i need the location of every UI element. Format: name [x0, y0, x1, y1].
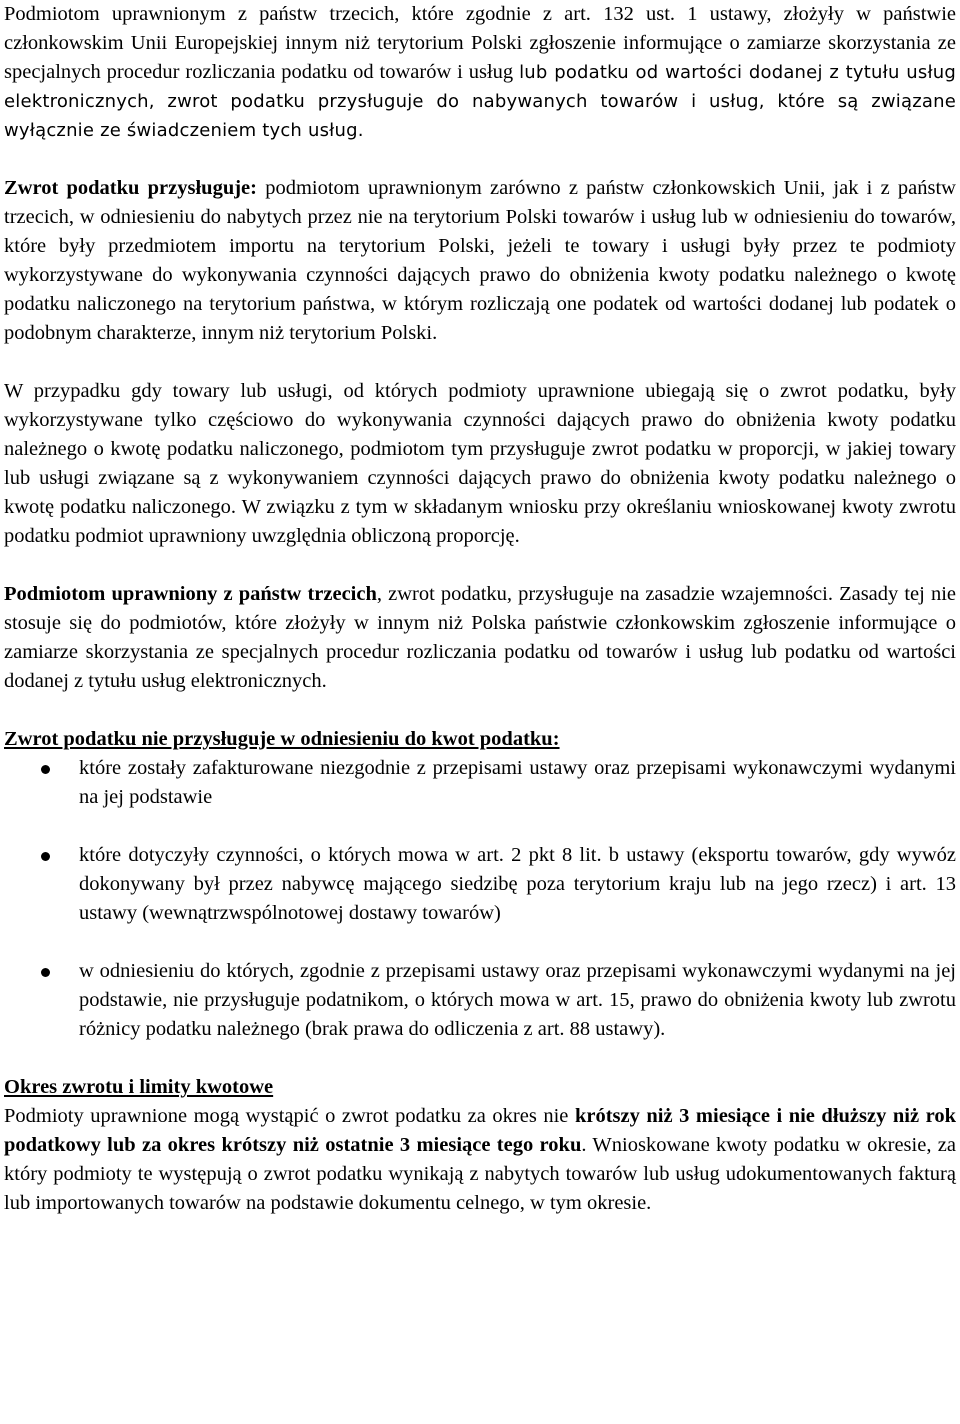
bold-lead-refund-entitled: Zwrot podatku przysługuje: — [4, 177, 257, 199]
list-item-text: które dotyczyły czynności, o których mowa w art. 2 pkt 8 lit. b ustawy (eksportu towarów, gdy wywóz dokonywany był przez nabywcę mającego siedzibę poza terytorium kraju lub na jego rzecz) i art. 13 ustawy (wewnątrzwspólnotowej dostawy towarów) — [79, 844, 956, 924]
bullet-icon — [41, 968, 50, 977]
heading-period-and-limits: Okres zwrotu i limity kwotowe — [4, 1076, 274, 1098]
paragraph-text-part-2: . Wnioskowane kwoty podatku w okresie, za który podmioty te występują o zwrot podatku wynikają z nabytych towarów lub usług udokumentowanych fakturą lub importowanych towarów na podstawie dokumentu celnego, w tym okresie. — [4, 1134, 956, 1214]
paragraph-refund-entitled — [4, 174, 956, 348]
list-item — [4, 754, 956, 812]
paragraph-third-country-entities — [4, 0, 956, 145]
paragraph-text-part-1: Podmiotom uprawnionym z państw trzecich, które zgodnie z art. 132 ust. 1 ustawy, złożyły w państwie członkowskim Unii Europejskiej innym niż terytorium Polski zgłoszenie informujące o zamiarze skorzystania ze specjalnych procedur rozliczania podatku od towarów i usług — [4, 3, 956, 83]
list-item — [4, 957, 956, 1044]
bold-period-rule: krótszy niż 3 miesiące i nie dłuższy niż rok podatkowy lub za okres krótszy niż ostatnie 3 miesiące tego roku — [4, 1105, 957, 1156]
paragraph-text: , zwrot podatku, przysługuje na zasadzie wzajemności. Zasady tej nie stosuje się do podmiotów, które złożyły w innym niż Polska państwie członkowskim zgłoszenie informujące o zamiarze skorzystania ze specjalnych procedur rozliczania podatku od towarów i usług lub podatku od wartości dodanej z tytułu usług elektronicznych. — [4, 583, 956, 692]
bold-lead-third-countries: Podmiotom uprawniony z państw trzecich — [4, 583, 377, 605]
paragraph-reciprocity — [4, 580, 956, 696]
list-item-text: w odniesieniu do których, zgodnie z przepisami ustawy oraz przepisami wykonawczymi wydanymi na jej podstawie, nie przysługuje podatnikom, o których mowa w art. 15, prawo do obniżenia kwoty lub zwrotu różnicy podatku należnego (brak prawa do odliczenia z art. 88 ustawy). — [79, 960, 956, 1040]
heading-refund-not-entitled: Zwrot podatku nie przysługuje w odniesieniu do kwot podatku: — [4, 728, 560, 750]
paragraph-text: podmiotom uprawnionym zarówno z państw członkowskich Unii, jak i z państw trzecich, w odniesieniu do nabytych przez nie na terytorium Polski towarów i usług lub w odniesieniu do towarów, które były przedmiotem importu na terytorium Polski, jeżeli te towary i usługi były przez te podmioty wykorzystywane do wykonywania czynności dających prawo do obniżenia kwoty podatku należnego o kwotę podatku naliczonego na terytorium państwa, w którym rozliczają one podatek od wartości dodanej lub podatek o podobnym charakterze, innym niż terytorium Polski. — [4, 177, 956, 344]
paragraph-text-part-1: Podmioty uprawnione mogą wystąpić o zwrot podatku za okres nie — [4, 1105, 575, 1127]
paragraph-text: W przypadku gdy towary lub usługi, od których podmioty uprawnione ubiegają się o zwrot podatku, były wykorzystywane tylko częściowo do wykonywania czynności dających prawo do obniżenia kwoty podatku należnego o kwotę podatku naliczonego, podmiotom tym przysługuje zwrot podatku w proporcji, w jakiej towary lub usługi związane są z wykonywaniem czynności dających prawo do obniżenia kwoty podatku należnego o kwotę podatku naliczonego. W związku z tym w składanym wniosku przy określaniu wnioskowanej kwoty zwrotu podatku podmiot uprawniony uwzględnia obliczoną proporcję. — [4, 380, 956, 547]
list-item-text: które zostały zafakturowane niezgodnie z przepisami ustawy oraz przepisami wykonawczymi wydanymi na jej podstawie — [79, 757, 956, 808]
bullet-list-exclusions — [4, 754, 956, 1044]
list-item — [4, 841, 956, 928]
bullet-icon — [41, 852, 50, 861]
paragraph-partial-use — [4, 377, 956, 551]
paragraph-refund-period — [4, 1102, 956, 1218]
paragraph-text-part-2: lub podatku od wartości dodanej z tytułu usług elektronicznych, zwrot podatku przysługuje do nabywanych towarów i usług, które są związane wyłącznie ze świadczeniem tych usług. — [4, 62, 957, 141]
bullet-icon — [41, 765, 50, 774]
